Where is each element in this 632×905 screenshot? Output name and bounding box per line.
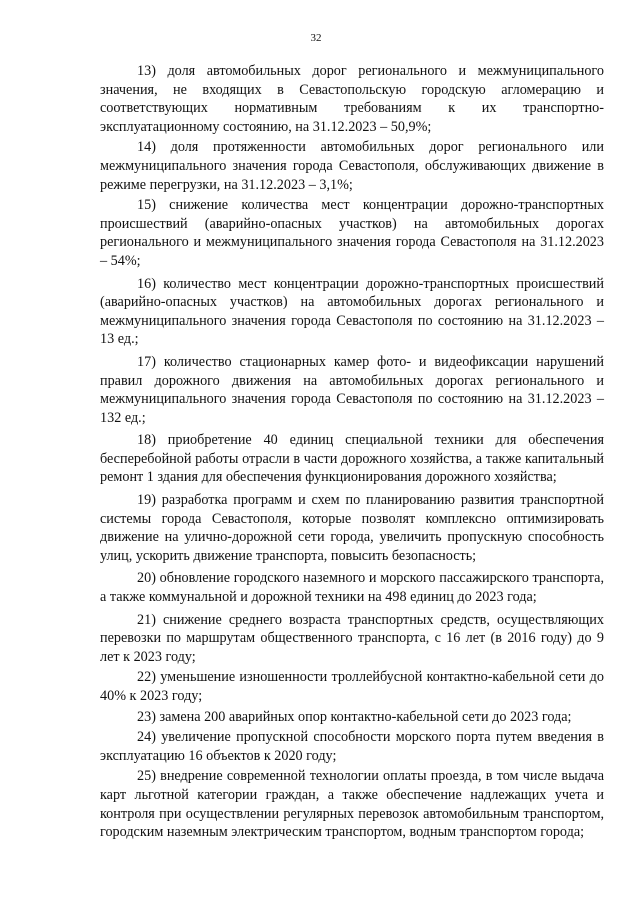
list-item-19: 19) разработка программ и схем по планированию развития транспортной системы города Севастополя, которые позволят комплексно оптимизировать движение на улично-дорожной сети города, увеличить пропускную способность улиц, ускорить движение транспорта, повысить безопасность; xyxy=(100,492,604,564)
list-item-20: 20) обновление городского наземного и морского пассажирского транспорта, а также коммунальной и дорожной техники на 498 единиц до 2023 года; xyxy=(100,570,604,606)
list-item-13: 13) доля автомобильных дорог регионального и межмуниципального значения, не входящих в Севастопольскую городскую агломерацию и соответствующих нормативным требованиям к их транспортно-эксплуатационному состоянию, на 31.12.2023 – 50,9%; xyxy=(100,63,604,135)
list-item-18: 18) приобретение 40 единиц специальной техники для обеспечения бесперебойной работы отрасли в части дорожного хозяйства, а также капитальный ремонт 1 здания для обеспечения функционирования дорожного хозяйства; xyxy=(100,432,604,486)
list-item-23: 23) замена 200 аварийных опор контактно-кабельной сети до 2023 года; xyxy=(137,708,572,725)
list-item-15: 15) снижение количества мест концентрации дорожно-транспортных происшествий (аварийно-опасных участков) на автомобильных дорогах регионального и межмуниципального значения города Севастополя на 31.12.2023 – 54%; xyxy=(100,197,604,269)
list-item-25: 25) внедрение современной технологии оплаты проезда, в том числе выдача карт льготной категории граждан, а также обеспечение надлежащих учета и контроля при осуществлении регулярных перевозок автомобильным транспортом, городским наземным электрическим транспортом, водным транспортом города; xyxy=(100,768,604,841)
list-item-16: 16) количество мест концентрации дорожно-транспортных происшествий (аварийно-опасных участков) на автомобильных дорогах регионального и межмуниципального значения города Севастополя по состоянию на 31.12.2023 – 13 ед.; xyxy=(100,275,604,348)
list-item-14: 14) доля протяженности автомобильных дорог регионального или межмуниципального значения города Севастополя, обслуживающих движение в режиме перегрузки, на 31.12.2023 – 3,1%; xyxy=(100,139,604,193)
list-item-22: 22) уменьшение изношенности троллейбусной контактно-кабельной сети до 40% к 2023 году; xyxy=(100,669,604,704)
list-item-24: 24) увеличение пропускной способности морского порта путем введения в эксплуатацию 16 объектов к 2020 году; xyxy=(100,729,604,764)
list-item-21: 21) снижение среднего возраста транспортных средств, осуществляющих перевозки по маршрутам общественного транспорта, с 16 лет (в 2016 году) до 9 лет к 2023 году; xyxy=(100,611,604,665)
page-number: 32 xyxy=(310,32,322,44)
list-item-17: 17) количество стационарных камер фото- и видеофиксации нарушений правил дорожного движения на автомобильных дорогах регионального и межмуниципального значения города Севастополя по состоянию на 31.12.2023 – 132 ед.; xyxy=(100,353,604,426)
document-body xyxy=(100,62,604,842)
